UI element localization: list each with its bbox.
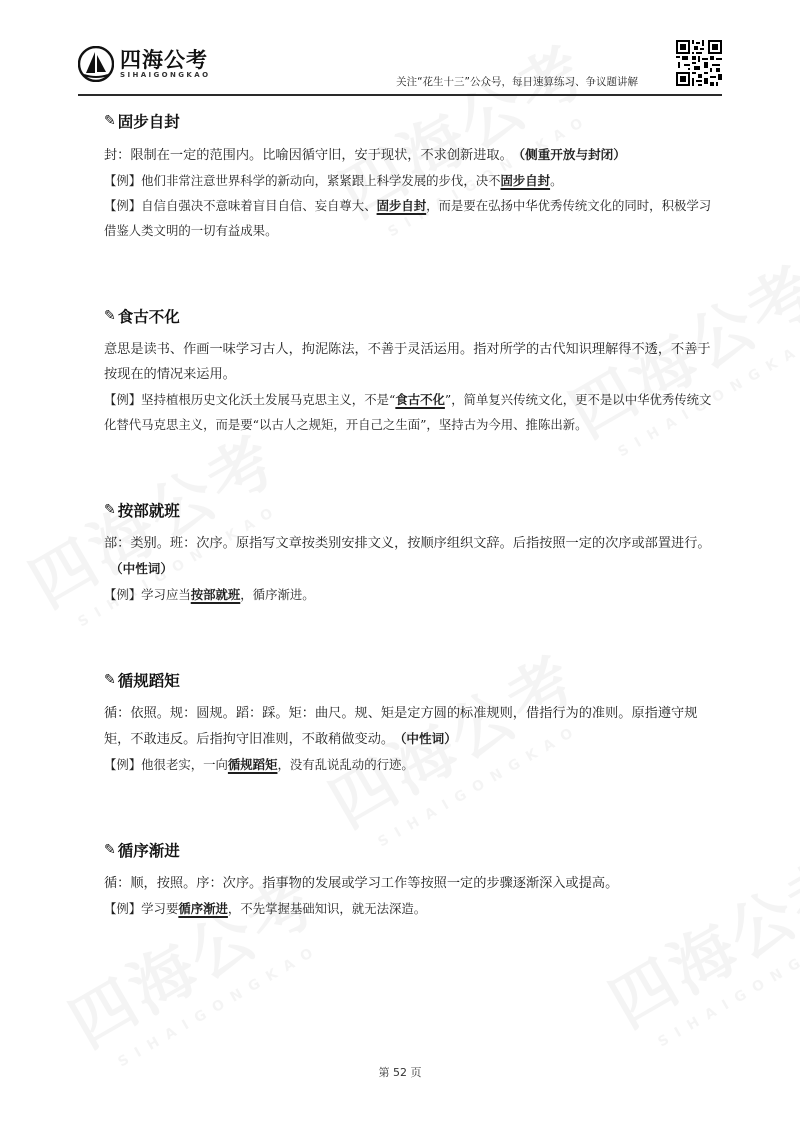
idiom-entry [104, 669, 718, 777]
highlighted-idiom: 固步自封 [500, 173, 551, 188]
header-note: 关注“花生十三”公众号，每日速算练习、争议题讲解 [396, 76, 638, 88]
idiom-heading [104, 110, 718, 132]
page-header [78, 40, 722, 96]
pencil-icon: ✎ [104, 308, 116, 324]
brand-logo [78, 46, 210, 82]
highlighted-idiom: 固步自封 [376, 198, 427, 213]
idiom-title: 循规蹈矩 [117, 672, 180, 690]
example-sentence: 【例】学习要循序渐进，不先掌握基础知识，就无法深造。 [104, 901, 427, 916]
brand-name-latin: SIHAIGONGKAO [120, 71, 211, 79]
example-sentence: 【例】自信自强决不意味着盲目自信、妄自尊大、固步自封，而是要在弘扬中华优秀传统文化的同时，积极学习借鉴人类文明的一切有益成果。 [104, 198, 712, 238]
pencil-icon: ✎ [104, 842, 116, 858]
idiom-entry [104, 839, 718, 921]
example-sentence: 【例】他很老实，一向循规蹈矩，没有乱说乱动的行迹。 [104, 757, 414, 772]
idiom-tag: （中性词） [110, 561, 173, 576]
example-sentence: 【例】坚持植根历史文化沃土发展马克思主义，不是“食古不化”，简单复兴传统文化，更不是以中华优秀传统文化替代马克思主义，而是要“以古人之规矩，开自己之生面”，坚持古为今用、推陈出新。 [104, 392, 712, 432]
main-content [104, 110, 718, 921]
idiom-tag: （中性词） [400, 731, 457, 746]
brand-name: 四海公考 [120, 48, 208, 72]
pencil-icon: ✎ [104, 113, 116, 129]
idiom-entry [104, 499, 718, 607]
highlighted-idiom: 食古不化 [395, 392, 445, 407]
idiom-title: 固步自封 [117, 113, 180, 131]
idiom-definition: 部：类别。班：次序。原指写文章按类别安排文义，按顺序组织文辞。后指按照一定的次序或部置进行。（中性词） [104, 536, 711, 576]
idiom-heading [104, 305, 718, 327]
idiom-tag: （侧重开放与封闭） [518, 147, 626, 162]
example-sentence: 【例】学习应当按部就班，循序渐进。 [104, 587, 315, 602]
idiom-heading [104, 669, 718, 691]
idiom-entry [104, 305, 718, 437]
idiom-title: 食古不化 [117, 308, 180, 326]
idiom-definition: 循：顺，按照。序：次序。指事物的发展或学习工作等按照一定的步骤逐渐深入或提高。 [104, 876, 619, 891]
qr-code-icon [676, 40, 722, 86]
idiom-definition: 循：依照。规：圆规。蹈：踩。矩：曲尺。规、矩是定方圆的标准规则，借指行为的准则。原指遵守规矩，不敢违反。后指拘守旧准则，不敢稍做变动。 （中性词） [104, 706, 698, 747]
idiom-heading [104, 499, 718, 521]
example-sentence: 【例】他们非常注意世界科学的新动向，紧紧跟上科学发展的步伐，决不固步自封。 [104, 173, 563, 188]
idiom-heading [104, 839, 718, 861]
idiom-definition: 意思是读书、作画一味学习古人，拘泥陈法，不善于灵活运用。指对所学的古代知识理解得不透，不善于按现在的情况来运用。 [104, 342, 711, 382]
pencil-icon: ✎ [104, 672, 116, 688]
idiom-entry [104, 110, 718, 243]
idiom-title: 按部就班 [117, 502, 180, 520]
pencil-icon: ✎ [104, 502, 116, 518]
highlighted-idiom: 循规蹈矩 [227, 757, 278, 772]
idiom-title: 循序渐进 [117, 842, 180, 860]
page-number: 第 52 页 [378, 1066, 422, 1079]
highlighted-idiom: 循序渐进 [178, 901, 228, 916]
highlighted-idiom: 按部就班 [190, 587, 241, 602]
idiom-definition: 封：限制在一定的范围内。比喻因循守旧，安于现状，不求创新进取。 （侧重开放与封闭） [104, 147, 626, 163]
sailboat-logo-icon [78, 46, 114, 82]
